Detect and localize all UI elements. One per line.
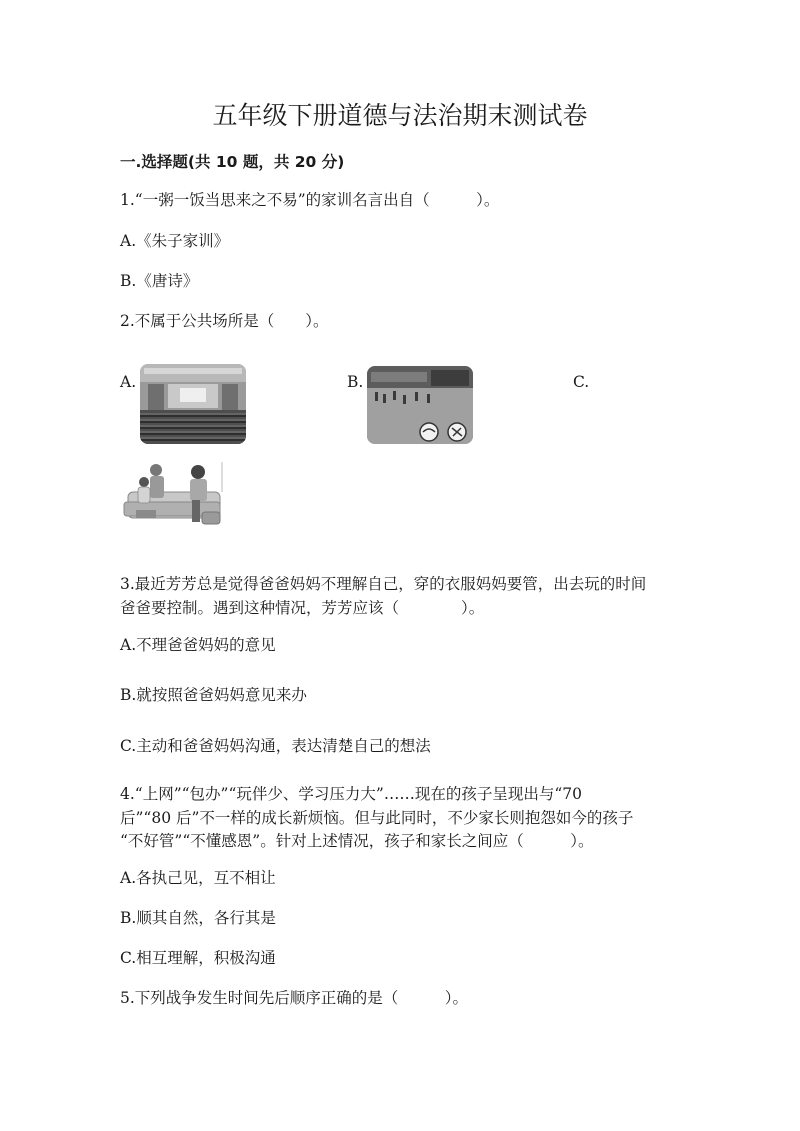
question-1-option-a: A.《朱子家训》 (120, 232, 230, 250)
question-4-stem-line-1: 4.“上网”“包办”“玩伴少、学习压力大”……现在的孩子呈现出与“70 (120, 785, 582, 803)
question-4-stem-line-2: 后”“80 后”不一样的成长新烦恼。但与此同时，不少家长则抱怨如今的孩子 (120, 809, 634, 827)
question-3-option-b: B.就按照爸爸妈妈意见来办 (120, 686, 307, 704)
question-4-option-a: A.各执己见，互不相让 (120, 869, 276, 887)
question-4-stem-line-3: “不好管”“不懂感恩”。针对上述情况，孩子和家长之间应（ ）。 (120, 832, 594, 850)
question-2-option-b-label: B. (347, 373, 364, 391)
question-2-option-c-label: C. (573, 373, 590, 391)
question-3-option-c: C.主动和爸爸妈妈沟通，表达清楚自己的想法 (120, 737, 431, 755)
auditorium-image (140, 364, 246, 444)
question-2-option-a-label: A. (120, 373, 137, 391)
section-heading: 一.选择题(共 10 题，共 20 分) (120, 153, 345, 171)
sports-field-image (367, 366, 473, 444)
question-4-option-c: C.相互理解，积极沟通 (120, 949, 276, 967)
question-5-stem: 5.下列战争发生时间先后顺序正确的是（ ）。 (120, 989, 469, 1007)
page-title: 五年级下册道德与法治期末测试卷 (212, 101, 588, 130)
question-2-stem: 2.不属于公共场所是（ ）。 (120, 312, 329, 330)
question-3-stem-line-2: 爸爸要控制。遇到这种情况，芳芳应该（ ）。 (120, 599, 485, 617)
family-image (122, 462, 224, 530)
question-3-option-a: A.不理爸爸妈妈的意见 (120, 636, 276, 654)
question-1-stem: 1.“一粥一饭当思来之不易”的家训名言出自（ ）。 (120, 191, 500, 209)
question-1-option-b: B.《唐诗》 (120, 272, 199, 290)
question-4-option-b: B.顺其自然，各行其是 (120, 909, 276, 927)
question-3-stem-line-1: 3.最近芳芳总是觉得爸爸妈妈不理解自己，穿的衣服妈妈要管，出去玩的时间 (120, 575, 647, 593)
